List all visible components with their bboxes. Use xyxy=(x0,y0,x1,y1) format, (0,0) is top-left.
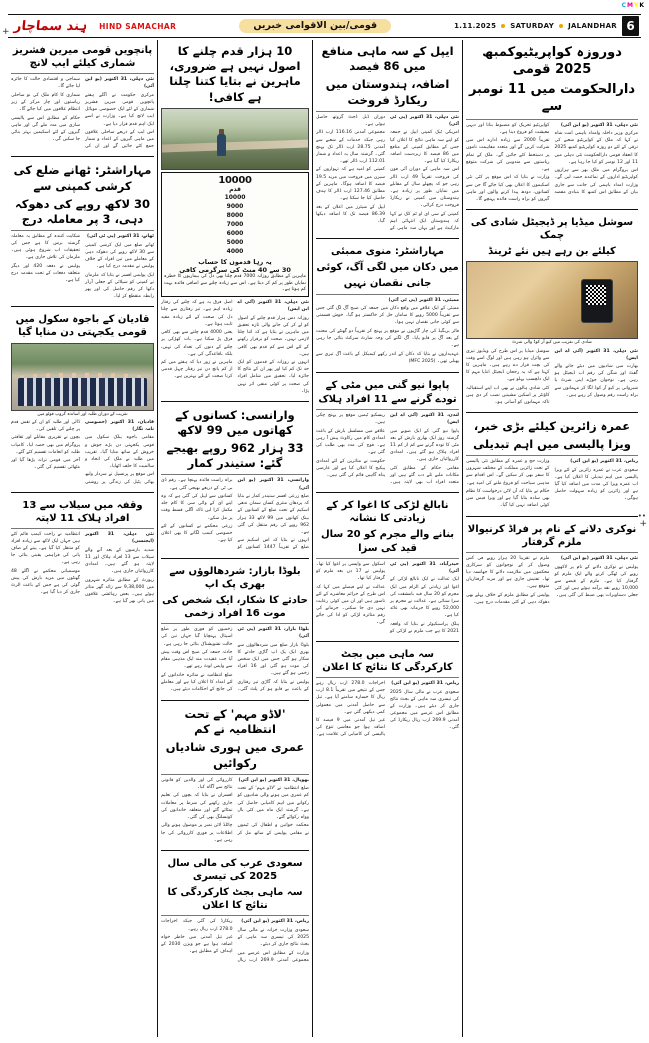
step-value-0: 10000 xyxy=(224,193,246,201)
divider xyxy=(161,474,309,475)
masthead-logo-english: HIND SAMACHAR xyxy=(99,21,177,31)
article-d3-para-2: اس موقع پر پرنسپل نے سردار ولبھ بھائی پٹیل کی زندگی پر روشنی ڈالی اور طلبہ کو ان کے نقش قدم پر چلنے کی تلقین کی۔ xyxy=(11,419,154,485)
divider xyxy=(316,409,459,410)
article-b4 xyxy=(316,495,459,638)
article-d2-para-1: ٹھانے ضلع میں ایک کرشی کمپنی سے 30 لاکھ روپے کی دھوکہ دہی کے معاملے میں تین افراد کے خلاف پولیس نے مقدمہ درج کیا ہے۔ xyxy=(85,242,154,270)
article-c1-headline: 10 ہزار قدم چلنے کا اصول نہیں ہے ضروری، ماہرین نے بتایا کتنا چلنا ہے کافی! xyxy=(169,44,301,104)
article-a3-body xyxy=(466,458,638,509)
article-b5-dateline: ریاض، 31 اکتوبر (یو این آئی) xyxy=(391,681,459,687)
crop-mark-right-mid: + xyxy=(639,519,647,529)
article-c4-body xyxy=(161,777,309,844)
qr-code-shirt-photo xyxy=(466,261,638,339)
article-d3-para-4: آخر میں قومی ترانہ پڑھا گیا اور مٹھائی تقسیم کی گئی۔ xyxy=(11,458,80,471)
article-b1-dateline: نئی دہلی، 31 اکتوبر (پی ٹی آئی) xyxy=(390,114,459,127)
article-a1-dateline: نئی دہلی، 31 اکتوبر (یو این آئی) xyxy=(560,122,638,128)
article-c4-para-4: چائلڈ لائن نمبر پر موصول ہونے والی اطلاعات پر فوری کارروائی کی جا رہی ہے۔ xyxy=(161,823,233,843)
divider xyxy=(11,528,154,529)
step-value-3: 7000 xyxy=(226,220,244,228)
jogger-park-photo xyxy=(161,108,309,170)
article-a2-para-3: کئی شادی ہالوں نے بھی اب اپنے استقبالیہ کاؤنٹر پر اسکین مشینیں نصب کر دی ہیں تاکہ مہمانوں کو آسانی ہو۔ xyxy=(466,385,550,405)
article-c2-para-4: زرعی محکمے نے کسانوں کے لئے خصوصی کیمپ لگانے کا بھی اعلان کیا ہے۔ xyxy=(161,524,233,544)
masthead-date: 1.11.2025 xyxy=(454,22,497,30)
step-value-6: 4000 xyxy=(226,247,244,255)
article-c5-para-1: سعودی وزارت خزانہ نے مالی سال 2025 کی تیسری سہ ماہی کے بجٹ نتائج جاری کر دیئے۔ xyxy=(237,928,309,948)
article-a4-headline: نوکری دلانے کے نام پر فراڈ کرنیوالا ملزم گرفتار xyxy=(467,523,637,548)
crop-mark-dots: •• xyxy=(637,512,646,520)
article-c5-para-3: غیر تیل آمدنی میں خاطر خواہ اضافہ ہوا ہے جو ویژن 2030 کے اہداف کے مطابق ہے۔ xyxy=(161,935,233,955)
masthead-city: JALANDHAR xyxy=(568,22,617,30)
article-a3-para-1: سعودی عرب نے عمرہ زائرین کے لئے ویزا پالیسی میں اہم تبدیلی کا اعلان کیا ہے۔ اب عمرہ ویزا کی مدت میں اضافہ کیا گیا ہے اور زائرین کو زیادہ سہولت حاصل ہوگی۔ xyxy=(554,467,638,502)
step-value-1: 9000 xyxy=(226,202,244,210)
article-b4-headline-line2: بنانے والے مجرم کو 20 سال قید کی سزا xyxy=(320,529,455,554)
article-b3-para-3: علاقے میں مسلسل بارش کے باعث امدادی کام میں رکاوٹ پیش آ رہی ہے۔ فوج کی مدد بھی طلب کی گئی ہے۔ xyxy=(316,428,385,455)
article-c4-headline-line2: عمری میں ہوری شادیاں رکوائیں xyxy=(165,740,305,770)
article-b2-dateline: ممبئی، 31 اکتوبر (پی ٹی آئی) xyxy=(388,297,459,303)
article-d2-para-3: شکایت کنندہ کے مطابق یہ معاملہ گزشتہ برس کا ہے جس کی تحقیقات اب شروع ہوئی ہیں۔ ملزمان کی تلاش جاری ہے۔ xyxy=(11,234,80,261)
article-c2-headline-line2: 33 ہزار 962 روپے بھیجے گئے: ستیندر کمار xyxy=(166,441,304,471)
article-c1-para-4: یعنی 4000 قدم چلنے سے بھی کافی فرق پڑ سکتا ہے۔ بات کھڑکی پر چلنے کے دنوں کی تعداد کی نہیں، بلکہ باقاعدگی کی ہے۔ xyxy=(161,330,233,357)
article-c3-para-3: حادثہ جمعہ کی صبح اس وقت پیش آیا جب عقیدت مند ایک مذہبی مقام سے واپس لوٹ رہے تھے۔ xyxy=(161,650,233,670)
article-c1-para-5: ماہرین نے زور دیا کہ ہفتے میں کم از کم پانچ دن تیز رفتار چہل قدمی کرنا صحت کے لئے بہترین ہے۔ xyxy=(161,360,233,380)
article-a2-body xyxy=(466,348,638,406)
divider xyxy=(466,119,638,120)
article-c3-headline-line2: حادثے کا شکار، ایک شخص کی موت 16 افراد زخمی xyxy=(162,594,308,620)
divider xyxy=(316,558,459,559)
article-c1 xyxy=(161,40,309,398)
article-d1-dateline: نئی دہلی، 31 اکتوبر (یو این آئی) xyxy=(85,77,154,90)
article-c2-dateline: وارانسی، 31 اکتوبر (یو این آئی) xyxy=(237,478,309,491)
separator-dot-2 xyxy=(559,24,563,28)
article-d4 xyxy=(11,495,154,608)
divider xyxy=(161,774,309,775)
article-a4 xyxy=(466,519,638,610)
article-b2-headline-line3: جانی نقصان نہیں xyxy=(343,278,432,290)
article-c2 xyxy=(161,404,309,555)
article-c5-body xyxy=(161,918,309,964)
divider xyxy=(466,412,638,413)
school-students-group-photo xyxy=(11,343,154,411)
steps-infographic-subtitle: قدم xyxy=(229,185,241,193)
article-d2-body xyxy=(11,233,154,300)
divider xyxy=(466,209,638,210)
article-d4-para-2: رپورٹ کے مطابق متاثرہ شہروں میں 9,38,000 سے زائد گھر متاثر ہوئے ہیں۔ بعض رہائشی علاقوں میں پانی بھر گیا ہے۔ xyxy=(85,577,154,605)
article-b2-para-2: فائر بریگیڈ کی چار گاڑیوں نے موقع پر پہنچ کر تقریباً دو گھنٹے کی محنت کے بعد آگ پر قابو پایا۔ آگ لگنے کی وجہ شارٹ سرکٹ بتائی جا رہی ہے۔ xyxy=(316,328,459,349)
article-c1-para-2: انہوں نے روزانہ کے قدموں کو ایک حد تک کم کیا اور پھر ان کے نتائج کا جائزہ لیا۔ تحقیق میں شامل افراد کی صحت پر کوئی منفی اثر نہیں پڑا۔ xyxy=(237,360,309,394)
article-b1-para-4: مجموعی آمدنی 116.16 ارب ڈالر رہی جبکہ خدمات کے شعبے سے آمدنی 28.75 ارب ڈالر تک پہنچ گئی۔ گزشتہ سال یہ اعداد و شمار 112.01 ارب ڈالر تھے۔ xyxy=(316,130,385,164)
article-b2-para-3: عہدیداروں نے بتایا کہ دکان کے اندر رکھے کیمیکل کے باعث آگ تیزی سے پھیلی تھی۔ (MFC 2025) xyxy=(316,351,459,364)
article-d2-para-4: پولیس نے دفعہ 420 اور دیگر متعلقہ دفعات کے تحت مقدمہ درج کیا ہے۔ xyxy=(11,264,80,284)
article-c5 xyxy=(161,853,309,967)
article-a4-dateline: نئی دہلی، 31 اکتوبر (یو این آئی) xyxy=(560,555,638,561)
article-b1-headline-line1: ایپل کے سہ ماہی منافع میں 86 فیصد xyxy=(321,44,454,74)
masthead-category-label: قومی/بین الاقوامی خبریں xyxy=(239,19,391,33)
article-d1-para-4: حکام کے مطابق اس سے پالیسی سازی میں مدد ملے گی اور ماہی گیروں کے لئے اسکیمیں بہتر بنائی جا سکیں گی۔ xyxy=(11,115,80,143)
article-a1 xyxy=(466,40,638,206)
article-b2 xyxy=(316,241,459,370)
article-b1-para-3: کمپنی کے سی ای او ٹم کک نے کہا کہ ہندوستان ایک انتہائی اہم مارکیٹ ہے اور یہاں سہ ماہی کے دوران ڈبل ڈجٹ گروتھ حاصل ہوئی ہے۔ xyxy=(316,114,459,231)
article-b3-headline: پاپوا نیو گنی میں مٹی کے تودے گرنے سے 11 افراد ہلاک xyxy=(318,380,457,405)
article-c2-body xyxy=(161,477,309,551)
steps-infographic-note-2: 30 سے 40 منٹ کی سرگرمی کافی xyxy=(179,265,291,274)
article-a2-headline-line2: کیلئے بن رہے ہیں نئے ٹرینڈ xyxy=(488,246,616,258)
column-d xyxy=(8,40,158,1037)
article-b2-headline-line1: مہاراشٹر: منوی ممبئی xyxy=(331,245,444,257)
article-c3-headline-line1: بلوڈا بازار: شردھالوؤں سے بھری پک اپ xyxy=(169,565,301,590)
article-d3-photo-caption: تقریب کے دوران طلبہ اور اساتذہ گروپ فوٹو میں xyxy=(37,411,128,417)
divider xyxy=(161,558,309,559)
article-c2-headline-line1: وارانسی: کسانوں کے کھاتوں میں 99 لاکھ xyxy=(175,407,295,437)
divider xyxy=(316,111,459,112)
divider xyxy=(161,915,309,916)
divider xyxy=(161,850,309,851)
separator-dot-1 xyxy=(501,24,505,28)
masthead xyxy=(8,14,641,38)
article-b5-body xyxy=(316,680,459,738)
article-b1-para-6: ایپل کے شیئرز میں اعلان کے بعد 86.39 فیصد تک کا اضافہ دیکھا گیا۔ xyxy=(316,204,385,224)
article-b2-headline-line2: میں دکان میں لگی آگ، کوئی xyxy=(316,262,459,274)
article-d2-headline-line2: 30 لاکھ روپے کی دھوکہ دہی، 3 پر معاملہ درج xyxy=(14,196,151,226)
article-b3-para-1: پاپوا نیو گنی کے ایک صوبے میں گزشتہ روز ایک بھاری بارش کے بعد مٹی کا تودہ گرنے سے کم از کم 11 افراد ہلاک ہو گئے ہیں۔ امدادی کارروائیاں جاری ہیں۔ xyxy=(390,428,459,463)
article-d2-headline-line1: مہاراشٹر: ٹھانے ضلع کی کرشی کمپنی سے xyxy=(13,163,152,193)
article-b2-body xyxy=(316,297,459,367)
steps-infographic-mini-text: ماہرین کے مطابق روزانہ 7000 قدم چلنا بھی دل کی بیماریوں کا خطرہ نمایاں طور پر کم کر دیتا ہے۔ اس سے زیادہ چلنے سے اضافی فائدہ بہت کم ہوتا ہے۔ xyxy=(164,273,306,293)
step-value-5: 5000 xyxy=(226,238,244,246)
article-d1-para-1: مرکزی حکومت نے اگلے ہفتے پانچویں قومی میرین فشریز شماری کے لئے ایک خصوصی موبائل ایپ لانچ کیا ہے۔ وزارت نے اسے ایک اہم قدم قرار دیا ہے۔ xyxy=(85,93,154,127)
article-c5-headline-line2: سہ ماہی بجٹ کارکردگی کا نتائج کا اعلان xyxy=(167,887,303,912)
divider xyxy=(11,156,154,157)
article-d3-dateline: قادیان، 31 اکتوبر (خصوصی نامہ نگار) xyxy=(85,419,154,432)
article-c4-para-3: افسران نے بتایا کہ بچوں کی تعلیم جاری رکھنے کی شرط پر معاملات نمٹائے گئے اور متعلقہ خاندانوں کی کونسلنگ بھی کی گئی۔ xyxy=(161,793,233,820)
article-d4-para-4: موسمیاتی محکمے نے اگلے 48 گھنٹوں میں مزید بارش کی پیش گوئی کی ہے جس کے باعث الرٹ جاری کر دیا گیا ہے۔ xyxy=(11,569,80,596)
article-d1 xyxy=(11,40,154,153)
masthead-day: SATURDAY xyxy=(510,22,555,30)
article-c4 xyxy=(161,703,309,847)
article-a3-dateline: ریاض، 31 اکتوبر (یو این آئی) xyxy=(570,459,638,465)
article-a4-para-2: ملزم نے تقریباً 20 ہزار روپے فی کس وصول کر کے نوجوانوں کو سرکاری محکموں میں ملازمت دلانے کا جھانسہ دیا تھا۔ تفتیش جاری ہے اور مزید گرفتاریاں متوقع ہیں۔ xyxy=(466,555,550,590)
article-a1-para-4: وزارت نے بتایا کہ اس موقع پر کئی نئی اسکیموں کا اعلان بھی کیا جائے گا جن سے کسانوں، دودھ پیدا کرنے والوں اور ماہی گیروں کو براہ راست فائدہ پہنچے گا۔ xyxy=(466,175,550,202)
masthead-logo-urdu[interactable]: ہِند سماچار xyxy=(13,18,88,34)
article-b1-headline-line2: اضافہ، ہندوستان میں ریکارڈ فروخت xyxy=(325,77,450,107)
article-c4-headline-line1: 'لاڈو مہم' کے تحت انتظامیہ نے کم xyxy=(184,707,286,737)
divider xyxy=(161,700,309,701)
article-b1-para-5: کمپنی کو امید ہے کہ تہواروں کے سیزن میں فروخت میں مزید 19.5 فیصد کا اضافہ ہوگا۔ ماہرین کے مطابق 127.46 ارب ڈالر کا ہدف حاصل کیا جا سکتا ہے۔ xyxy=(316,167,385,201)
content-grid xyxy=(8,40,641,1037)
article-b4-headline-line1: نابالغ لڑکی کا اغوا کر کے زیادتی کا نشانہ xyxy=(326,499,449,525)
article-b3-body xyxy=(316,412,459,486)
article-b5-para-1: سعودی عرب نے مالی سال 2025 کی تیسری سہ ماہی کے بجٹ نتائج جاری کر دیئے ہیں۔ وزارت کے مطابق اس عرصے میں مجموعی آمدنی 269.9 ارب ریال ریکارڈ کی گئی۔ xyxy=(390,689,459,731)
article-c4-dateline: بھوپال، 31 اکتوبر (یو این آئی) xyxy=(238,777,309,783)
article-a1-para-3: تقریباً 2000 سے زیادہ ادارے اس میں شرکت کریں گے اور متعدد مفاہمت ناموں پر دستخط کئے جائیں گے۔ ملک کے تمام ریاستوں سے مندوبین کی شرکت متوقع ہے۔ xyxy=(466,138,550,172)
article-b1-para-1: امریکی ٹیک کمپنی ایپل نے جمعہ کو اپنے سہ ماہی نتائج کا اعلان کیا جس کے مطابق کمپنی کے منافع میں 86 فیصد کا زبردست اضافہ ریکارڈ کیا گیا ہے۔ xyxy=(390,130,459,164)
article-a3-para-3: حکام نے بتایا کہ آن لائن درخواست کا نظام بھی سادہ بنایا گیا ہے اور ویزا فیس میں کوئی اضافہ نہیں کیا گیا۔ xyxy=(466,489,550,509)
steps-infographic-title: 10000 xyxy=(218,174,252,186)
column-b xyxy=(313,40,463,1037)
article-d4-para-3: انتظامیہ نے راحت کیمپ قائم کئے ہیں جہاں ایک لاکھ سے زیادہ افراد کو منتقل کیا گیا ہے۔ پینے کے صاف پانی کی فراہمی یقینی بنائی جا رہی ہے۔ xyxy=(11,532,80,566)
article-b5-para-2: اخراجات 278.0 ارب ریال رہے جس کے نتیجے میں تقریباً 8.1 ارب ریال کا خسارہ سامنے آیا ہے۔ تیل سے حاصل آمدنی میں معمولی کمی دیکھی گئی ہے۔ xyxy=(316,681,385,715)
divider xyxy=(316,238,459,239)
article-d2 xyxy=(11,159,154,303)
article-b4-para-3: عدالت نے اپنے فیصلے میں کہا کہ اس طرح کے جرائم معاشرے کے لئے ناسور ہیں اور ان میں کوئی رعایت نہیں دی جا سکتی۔ جرمانے کی رقم متاثرہ لڑکی کو ادا کی جائے گی۔ xyxy=(316,584,385,626)
article-c3-para-2: پولیس نے بتایا کہ گاڑی تیز رفتاری کے باعث بے قابو ہو کر پلٹ گئی۔ زخمیوں کو فوری طور پر ضلع اسپتال پہنچایا گیا جہاں تین کی حالت تشویشناک بتائی جا رہی ہے۔ xyxy=(161,627,309,693)
divider xyxy=(316,372,459,373)
page-number-badge: 6 xyxy=(622,16,639,36)
article-d3-headline: قادیان کے باجوہ سکول میں قومی یکجہتی دن منایا گیا xyxy=(15,314,150,339)
article-c5-dateline: ریاض، 31 اکتوبر (یو این آئی) xyxy=(241,919,309,925)
article-b2-para-1: ممبئی کے ایک علاقے میں واقع دکان میں جمعہ کی صبح آگ لگ گئی جس سے تقریباً 5000 روپے کا سامان جل کر خاکستر ہو گیا۔ خوش قسمتی سے کوئی جانی نقصان نہیں ہوا۔ xyxy=(316,306,459,326)
article-b1-body xyxy=(316,114,459,232)
article-d1-headline: پانچویں قومی میرین فشریز شماری کیلئے ایپ لانچ xyxy=(12,45,153,70)
article-a3-headline-line1: عمرہ زائرین کیلئے بڑی خبر، xyxy=(473,418,631,433)
article-a3-para-2: وزارت حج و عمرہ کے مطابق نئی پالیسی کے تحت زائرین مملکت کے مختلف شہروں کا سفر بھی کر سکیں گے۔ اس اقدام سے مذہبی سیاحت کو فروغ ملنے کی امید ہے۔ xyxy=(466,459,550,486)
article-b5-para-3: غیر تیل آمدنی میں 9 فیصد کا اضافہ ہوا جو معاشی تنوع کی پالیسی کی کامیابی کی علامت ہے۔ xyxy=(316,718,386,738)
article-d3-para-1: مقامی باجوہ پبلک سکول میں قومی یکجہتی دن بڑے جوش و خروش کے ساتھ منایا گیا۔ تقریب میں طلبہ نے ملک کی اتحاد و سالمیت کا حلف اٹھایا۔ xyxy=(85,435,154,469)
article-b3 xyxy=(316,375,459,488)
article-a2-headline-line1: سوشل میڈیا پر ڈیجیٹل شادی کی چمک xyxy=(470,216,634,242)
article-c2-para-3: کسانوں سے اپیل کی گئی ہے کہ وہ اپنے ای کے وائی سی کا کام جلد مکمل کرا لیں تاکہ اگلی قسط وقت پر مل سکے۔ xyxy=(161,494,233,521)
article-b5 xyxy=(316,644,459,742)
article-b4-para-1: ایک عدالت نے ایک نابالغ لڑکی کے اغوا اور زیادتی کے الزام میں ایک مجرم کو 20 سال قید بامشقت کی سزا سنائی ہے۔ عدالت نے مجرم پر 52,000 روپے کا جرمانہ بھی عائد کیا ہے۔ xyxy=(390,577,459,618)
article-a1-para-2: اس پروگرام میں ملک بھر سے ہزاروں کواپریٹیو اداروں کے نمائندے حصہ لیں گے۔ وزارت امداد باہمی کی جانب سے جاری بیان کے مطابق اس کمبھ کا بنیادی مقصد کواپریٹیو تحریک کو مضبوط بنانا اور دیہی معیشت کو فروغ دینا ہے۔ xyxy=(466,122,638,195)
steps-infographic-numbers xyxy=(164,193,306,256)
divider xyxy=(161,623,309,624)
divider xyxy=(11,306,154,307)
article-c1-body xyxy=(161,299,309,394)
article-a3 xyxy=(466,415,638,513)
article-d3-para-3: بچوں نے تقریری مقابلے اور ثقافتی پروگرام میں بھی حصہ لیا۔ کامیاب طلبہ کو انعامات تقسیم کئے گئے۔ xyxy=(11,435,80,455)
article-d1-para-3: شماری کا کام ملک کی نو ساحلی ریاستوں اور چار مرکز کے زیر انتظام علاقوں میں کیا جائے گا۔ xyxy=(11,93,80,113)
article-d3-body xyxy=(11,419,154,486)
article-d4-para-1: شدید بارشوں کے بعد آنے والے سیلاب سے 13 افراد ہلاک اور 11 لاپتہ ہو گئے ہیں۔ امدادی کارروائیاں جاری ہیں۔ xyxy=(85,547,154,575)
divider xyxy=(11,230,154,231)
article-c2-para-2: انہوں نے بتایا کہ اس اسکیم سے ضلع کے تقریباً 1447 کسانوں کو براہ راست فائدہ پہنچا ہے۔ رقم ڈی بی ٹی کے ذریعے بھیجی گئی ہے۔ xyxy=(161,478,309,551)
column-a xyxy=(463,40,641,1037)
article-c1-para-1: روزانہ دس ہزار قدم چلنے کے اصول کو لے کر کی جانے والی تازہ تحقیق میں ماہرین نے بتایا ہے کہ اتنا چلنا لازمی نہیں۔ صحت کو برقرار رکھنے کے لئے اس سے کم قدم بھی کافی ہیں۔ xyxy=(237,316,309,357)
article-c4-para-1: ضلع انتظامیہ نے 'لاڈو مہم' کے تحت کم عمری میں ہونے والی شادیوں کو رکوانے میں اہم کامیابی حاصل کی ہے۔ گزشتہ ایک ماہ میں کئی بال وواہ رکوائے گئے۔ xyxy=(237,786,309,820)
article-a1-headline-line1: دوروزہ کواپریٹیوکمبھ 2025 قومی xyxy=(482,45,622,78)
divider xyxy=(316,677,459,678)
divider xyxy=(11,492,154,493)
article-c5-para-2: وزارت کے مطابق اس عرصے میں مجموعی آمدنی 269.9 ارب ریال ریکارڈ کی گئی جبکہ اخراجات 278.0 ارب ریال رہے۔ xyxy=(161,919,309,964)
divider xyxy=(466,552,638,553)
article-c3-dateline: بلوڈا بازار، 31 اکتوبر (پی ٹی آئی) xyxy=(237,627,309,640)
article-a4-body xyxy=(466,555,638,606)
article-d1-para-2: اس ایپ کے ذریعے ساحلی علاقوں میں ماہی گیروں کے اعداد و شمار جمع کئے جائیں گے اور ان کی سماجی و اقتصادی حالت کا جائزہ لیا جائے گا۔ xyxy=(11,77,154,150)
divider xyxy=(316,294,459,295)
article-c3-para-1: بلوڈا بازار ضلع میں شردھالوؤں سے بھری ایک پک اپ گاڑی حادثے کا شکار ہو گئی جس میں ایک شخص کی موت ہو گئی اور 16 افراد زخمی ہو گئے ہیں۔ xyxy=(237,643,309,677)
step-value-2: 8000 xyxy=(226,211,244,219)
article-d1-body xyxy=(11,76,154,150)
divider xyxy=(466,516,638,517)
article-a1-para-1: مرکزی وزیر داخلہ وامداد باہمی امت شاہ نے کہا کہ ملک کے کواپریٹیو شعبے کی ترقی کے لئے دو روزہ کواپریٹیو کمبھ 2025 کا انعقاد قومی دارالحکومت نئی دہلی میں 11 اور 12 نومبر کو کیا جا رہا ہے۔ xyxy=(554,131,638,165)
article-b1-para-2: اس سہ ماہی کے دوران آئی فون کی فروخت تقریباً 49 ارب ڈالر رہی جو کہ پچھلے سال کے مقابلے میں نمایاں طور پر زیادہ ہے۔ ہندوستان میں کمپنی نے ریکارڈ فروخت درج کرائی۔ xyxy=(390,167,459,208)
article-a2-photo-caption: شادی کی تقریب میں کیو آر کوڈ والی شرٹ xyxy=(512,340,592,346)
divider xyxy=(161,401,309,402)
article-d4-dateline: نئی دہلی، 31 اکتوبر (ایجنسی) xyxy=(85,532,154,545)
article-a2-para-2: سوشل میڈیا پر اس طرح کی ویڈیوز تیزی سے وائرل ہو رہی ہیں اور لوگ اسے وقت کی بچت قرار دے رہے ہیں۔ ماہرین کا کہنا ہے کہ یہ رجحان ڈیجیٹل انڈیا مہم کا ایک دلچسپ پہلو ہے۔ xyxy=(466,348,550,382)
article-a4-para-1: پولیس نے نوکری دلانے کے نام پر لاکھوں روپے کی ٹھگی کرنے والے ایک ملزم کو گرفتار کیا ہے۔ ملزم کے قبضے سے 10,000 روپے نقد برآمد ہوئے ہیں اور کئی جعلی دستاویزات بھی ضبط کی گئی ہیں۔ xyxy=(554,564,638,598)
article-c1-dateline: نئی دہلی، 31 اکتوبر (آئی اے این ایس) xyxy=(237,300,309,313)
article-d4-body xyxy=(11,531,154,605)
article-c2-para-1: ضلع زرعی افسر ستیندر کمار نے بتایا کہ پردھان منتری کسان سمان ندھی اسکیم کے تحت ضلع کے کسانوں کے بینک کھاتوں میں 99 لاکھ 33 ہزار 962 روپے کی رقم منتقل کی گئی ہے۔ xyxy=(237,494,309,535)
article-d2-dateline: ٹھانے، 31 اکتوبر (پی ٹی آئی) xyxy=(86,234,154,240)
article-b4-para-2: پبلک پراسیکیوٹر نے بتایا کہ واقعہ 2021 کا ہے جب ملزم نے لڑکی کو اسکول سے واپسی پر اغوا کیا تھا۔ پولیس نے 17 دن بعد ملزم کو گرفتار کیا تھا۔ xyxy=(316,561,459,634)
article-d3 xyxy=(11,309,154,489)
article-a2-dateline: نئی دہلی، 31 اکتوبر (آئی اے این ایس) xyxy=(554,348,638,361)
article-a2-para-1: بھارت میں شادیوں میں دیئے جانے والے گفٹ اور شگن کی رقم اب ڈیجیٹل ہو رہی ہے۔ نوجوان جوڑے اپنی شرٹ یا شیروانی پر کیو آر کوڈ لگا کر مہمانوں سے براہ راست رقم وصول کر رہے ہیں۔ xyxy=(554,364,638,398)
article-c3-para-4: ضلع انتظامیہ نے متاثرہ خاندانوں کے لئے امداد کا اعلان کیا ہے اور معاملے کی جانچ کے احکامات دیئے ہیں۔ xyxy=(161,672,233,693)
article-d4-headline: وقفہ میں سیلاب سے 13 افراد ہلاک 11 لاپتہ xyxy=(22,499,143,524)
article-c3 xyxy=(161,561,309,697)
masthead-info xyxy=(454,16,641,36)
divider xyxy=(316,492,459,493)
masthead-category-wrap xyxy=(176,19,454,33)
article-a1-body xyxy=(466,122,638,203)
article-a3-headline-line2: ویزا پالیسی میں اہم تبدیلی xyxy=(473,437,631,452)
column-c xyxy=(158,40,313,1037)
article-a2 xyxy=(466,212,638,409)
divider xyxy=(11,73,154,74)
article-a4-para-3: پولیس کے مطابق ملزم کے خلاف پہلے بھی دھوکہ دہی کے کئی مقدمات درج ہیں۔ xyxy=(466,592,550,606)
article-b3-dateline: لندن، 31 اکتوبر (آئی اے این ایس) xyxy=(390,412,459,425)
article-c3-body xyxy=(161,626,309,694)
article-b1 xyxy=(316,40,459,235)
divider xyxy=(316,641,459,642)
step-value-4: 6000 xyxy=(226,229,244,237)
article-d2-para-2: ایک پولیس افسر نے بتایا کہ ملزمان نے کمپنی کو سپلائی کے جعلی آرڈر دکھا کر رقم حاصل کی اور پھر رابطہ منقطع کر لیا۔ xyxy=(85,272,154,300)
article-c1-para-3: اصل فرق یہ ہے کہ چلنے کی رفتار زیادہ اہم ہے۔ تیز رفتاری سے چلنا دل کی صحت کے لئے زیادہ مفید ثابت ہوتا ہے۔ xyxy=(161,300,233,327)
article-b3-para-2: مقامی حکام کے مطابق کئی مکانات ملبے تلے دب گئے ہیں اور متعدد افراد اب بھی لاپتہ ہیں۔ ریسکیو ٹیمیں موقع پر پہنچ چکی ہیں۔ xyxy=(316,412,459,485)
cmyk-registration-marks: CMYK xyxy=(621,2,645,9)
crop-mark-top-left: + xyxy=(2,27,10,37)
article-c5-headline-line1: سعودی عرب کی مالی سال 2025 کی تیسری xyxy=(167,857,303,882)
steps-infographic xyxy=(161,172,309,298)
article-b4-body xyxy=(316,561,459,635)
steps-infographic-note-1: یہ رہا قدموں کا حساب xyxy=(198,257,272,266)
article-b4-dateline: حیدرآباد، 31 اکتوبر (پی ٹی آئی) xyxy=(390,561,459,574)
divider xyxy=(466,455,638,456)
article-b5-headline: سہ ماہی میں بجٹ کارکردگی کا نتائج کا اعلان xyxy=(322,648,453,673)
article-a1-headline-line2: دارالحکومت میں 11 نومبر سے xyxy=(468,82,636,115)
article-b3-para-4: حکومت نے متاثرین کے لئے امدادی پیکیج کا اعلان کیا ہے اور عارضی پناہ گاہیں قائم کی گئی ہیں۔ xyxy=(316,458,385,478)
article-c4-para-2: محکمہ خواتین و اطفال کی ٹیموں نے مقامی پولیس کے ساتھ مل کر کارروائی کی اور والدین کو قانونی نتائج سے آگاہ کیا۔ xyxy=(161,777,309,836)
